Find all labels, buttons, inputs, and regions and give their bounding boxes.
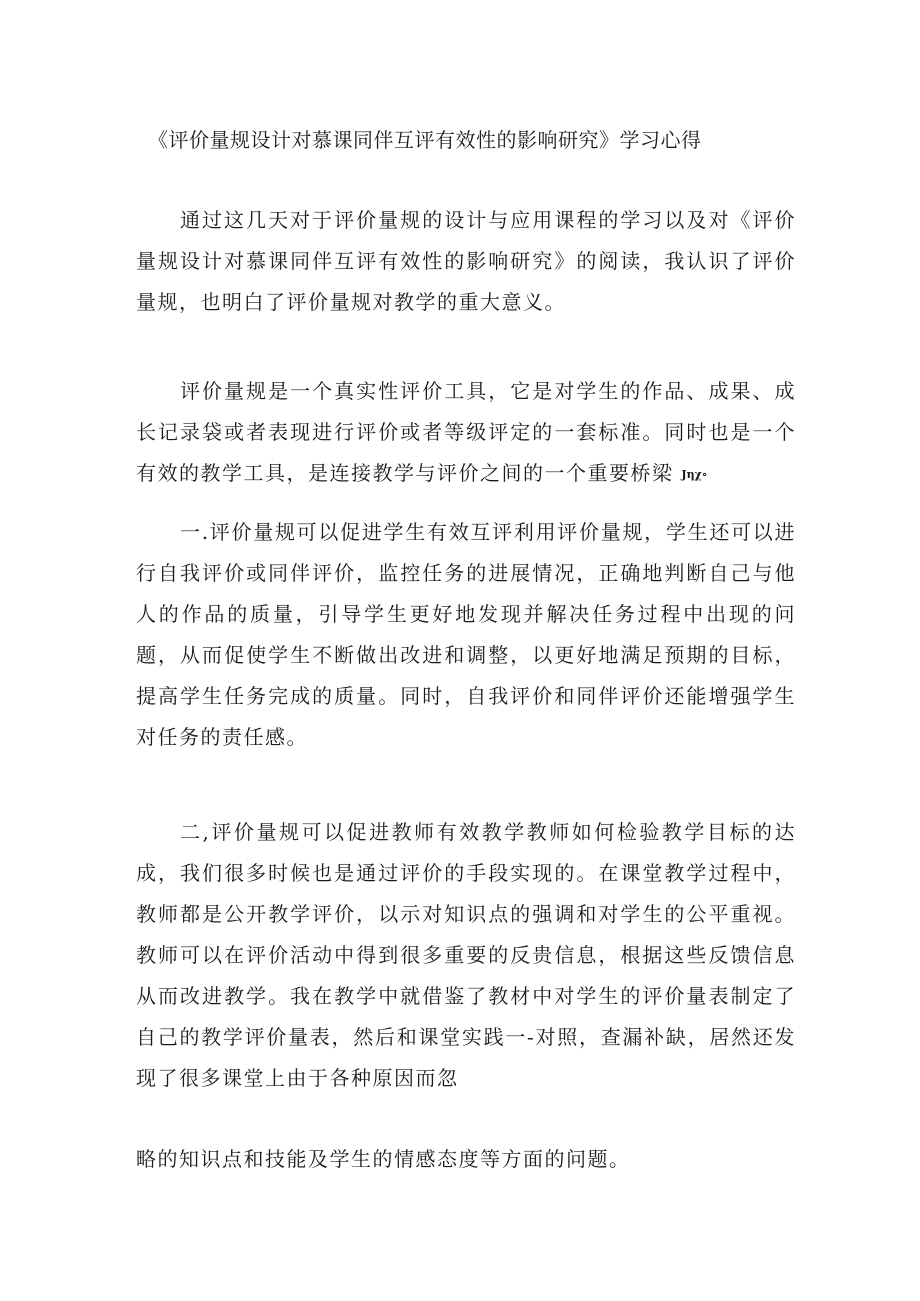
paragraph-definition-text: 评价量规是一个真实性评价工具，它是对学生的作品、成果、成长记录袋或者表现进行评价或者等级评定的一套标准。同时也是一个有效的教学工具，是连接教学与评价之间的一个重要桥梁	[136, 379, 796, 485]
paragraph-point-one: 一.评价量规可以促进学生有效互评利用评价量规，学生还可以进行自我评价或同伴评价，监控任务的进展情况，正确地判断自己与他人的作品的质量，引导学生更好地发现并解决任务过程中出现的问题，从而促使学生不断做出改进和调整，以更好地满足预期的目标，提高学生任务完成的质量。同时，自我评价和同伴评价还能增强学生对任务的责任感。	[136, 520, 796, 749]
paragraph-point-two: 二,评价量规可以促进教师有效教学教师如何检验教学目标的达成，我们很多时候也是通过评价的手段实现的。在课堂教学过程中，教师都是公开教学评价，以示对知识点的强调和对学生的公平重视。教师可以在评价活动中得到很多重要的反贵信息，根据这些反馈信息从而改进教学。我在教学中就借鉴了教材中对学生的评价量表制定了自己的教学评价量表，然后和课堂实践一-对照，查漏补缺，居然还发现了很多课堂上由于各种原因而忽	[136, 820, 796, 1090]
paragraph-intro: 通过这几天对于评价量规的设计与应用课程的学习以及对《评价量规设计对慕课同伴互评有效性的影响研究》的阅读，我认识了评价量规，也明白了评价量规对教学的重大意义。	[136, 208, 796, 314]
paragraph-definition-suffix: Jηχ∘	[681, 468, 708, 481]
document-title: 《评价量规设计对慕课同伴互评有效性的影响研究》学习心得	[148, 128, 702, 152]
paragraph-continuation: 略的知识点和技能及学生的情感态度等方面的问题。	[136, 1147, 631, 1171]
paragraph-definition	[136, 371, 796, 495]
